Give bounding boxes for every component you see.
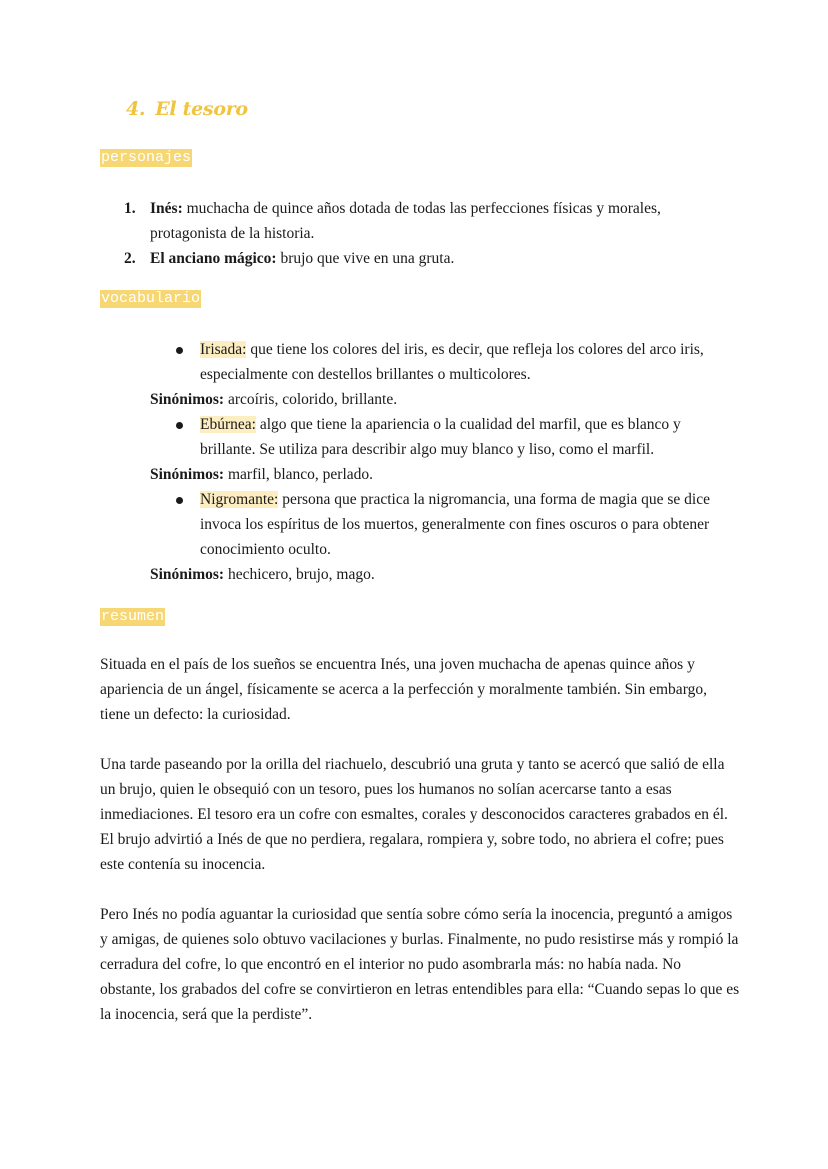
character-description: brujo que vive en una gruta. (276, 250, 455, 267)
list-number: 2. (124, 250, 136, 267)
summary-paragraph: Situada en el país de los sueños se encuentra Inés, una joven muchacha de apenas quince años y apariencia de un ángel, físicamente se acerca a la perfección y moralmente también. Sin embargo, tiene un defecto: la curiosidad. (100, 656, 707, 723)
bullet-icon (176, 422, 183, 429)
summary-body (100, 652, 740, 1052)
character-description: muchacha de quince años dotada de todas las perfecciones físicas y morales, protagonista de la historia. (150, 200, 661, 242)
heading-number: 4. (126, 98, 146, 120)
synonyms-line (100, 462, 740, 487)
list-item (100, 196, 740, 246)
vocab-definition: algo que tiene la apariencia o la cualidad del marfil, que es blanco y brillante. Se utiliza para describir algo muy blanco y liso, como el marfil. (200, 416, 681, 458)
synonyms-values: hechicero, brujo, mago. (224, 566, 375, 583)
characters-list (100, 196, 740, 271)
list-item (100, 412, 740, 462)
summary-paragraph: Pero Inés no podía aguantar la curiosidad que sentía sobre cómo sería la inocencia, preguntó a amigos y amigas, de quienes solo obtuvo vacilaciones y burlas. Finalmente, no pudo resistirse más y rompió la cerradura del cofre, lo que encontró en el interior no pudo asombrarla más: no había nada. No obstante, los grabados del cofre se convirtieron en letras entendibles para ella: “Cuando sepas lo que es la inocencia, será que la perdiste”. (100, 906, 740, 1023)
synonyms-label: Sinónimos: (150, 466, 225, 483)
vocab-definition: persona que practica la nigromancia, una forma de magia que se dice invoca los espíritus de los muertos, generalmente con fines oscuros o para obtener conocimiento oculto. (200, 491, 710, 558)
vocab-term: Nigromante: (200, 491, 279, 508)
synonyms-line (100, 387, 740, 412)
summary-paragraph: Una tarde paseando por la orilla del riachuelo, descubrió una gruta y tanto se acercó que salió de ella un brujo, quien le obsequió con un tesoro, pues los humanos no solían acercarse tanto a esas inmediaciones. El tesoro era un cofre con esmaltes, corales y desconocidos caracteres grabados en él. El brujo advirtió a Inés de que no perdiera, regalara, rompiera y, sobre todo, no abriera el cofre; pues este contenía su inocencia. (100, 756, 728, 873)
character-name: El anciano mágico: (150, 250, 277, 267)
summary-tag: resumen (101, 608, 165, 625)
vocab-term: Irisada: (200, 341, 247, 358)
synonyms-label: Sinónimos: (150, 391, 225, 408)
synonyms-label: Sinónimos: (150, 566, 225, 583)
vocab-term: Ebúrnea: (200, 416, 256, 433)
list-item (100, 246, 740, 271)
synonyms-values: arcoíris, colorido, brillante. (224, 391, 398, 408)
vocabulary-tag: vocabulario (101, 290, 201, 307)
synonyms-line (100, 562, 740, 587)
list-item (100, 337, 740, 387)
bullet-icon (176, 347, 183, 354)
character-name: Inés: (150, 200, 183, 217)
synonyms-values: marfil, blanco, perlado. (224, 466, 374, 483)
section-heading (126, 98, 248, 120)
list-item (100, 487, 740, 562)
list-number: 1. (124, 200, 136, 217)
vocabulary-list (100, 337, 740, 587)
heading-title: El tesoro (155, 98, 248, 120)
characters-tag: personajes (101, 149, 192, 166)
vocab-definition: que tiene los colores del iris, es decir, que refleja los colores del arco iris, especialmente con destellos brillantes o multicolores. (200, 341, 704, 383)
bullet-icon (176, 497, 183, 504)
